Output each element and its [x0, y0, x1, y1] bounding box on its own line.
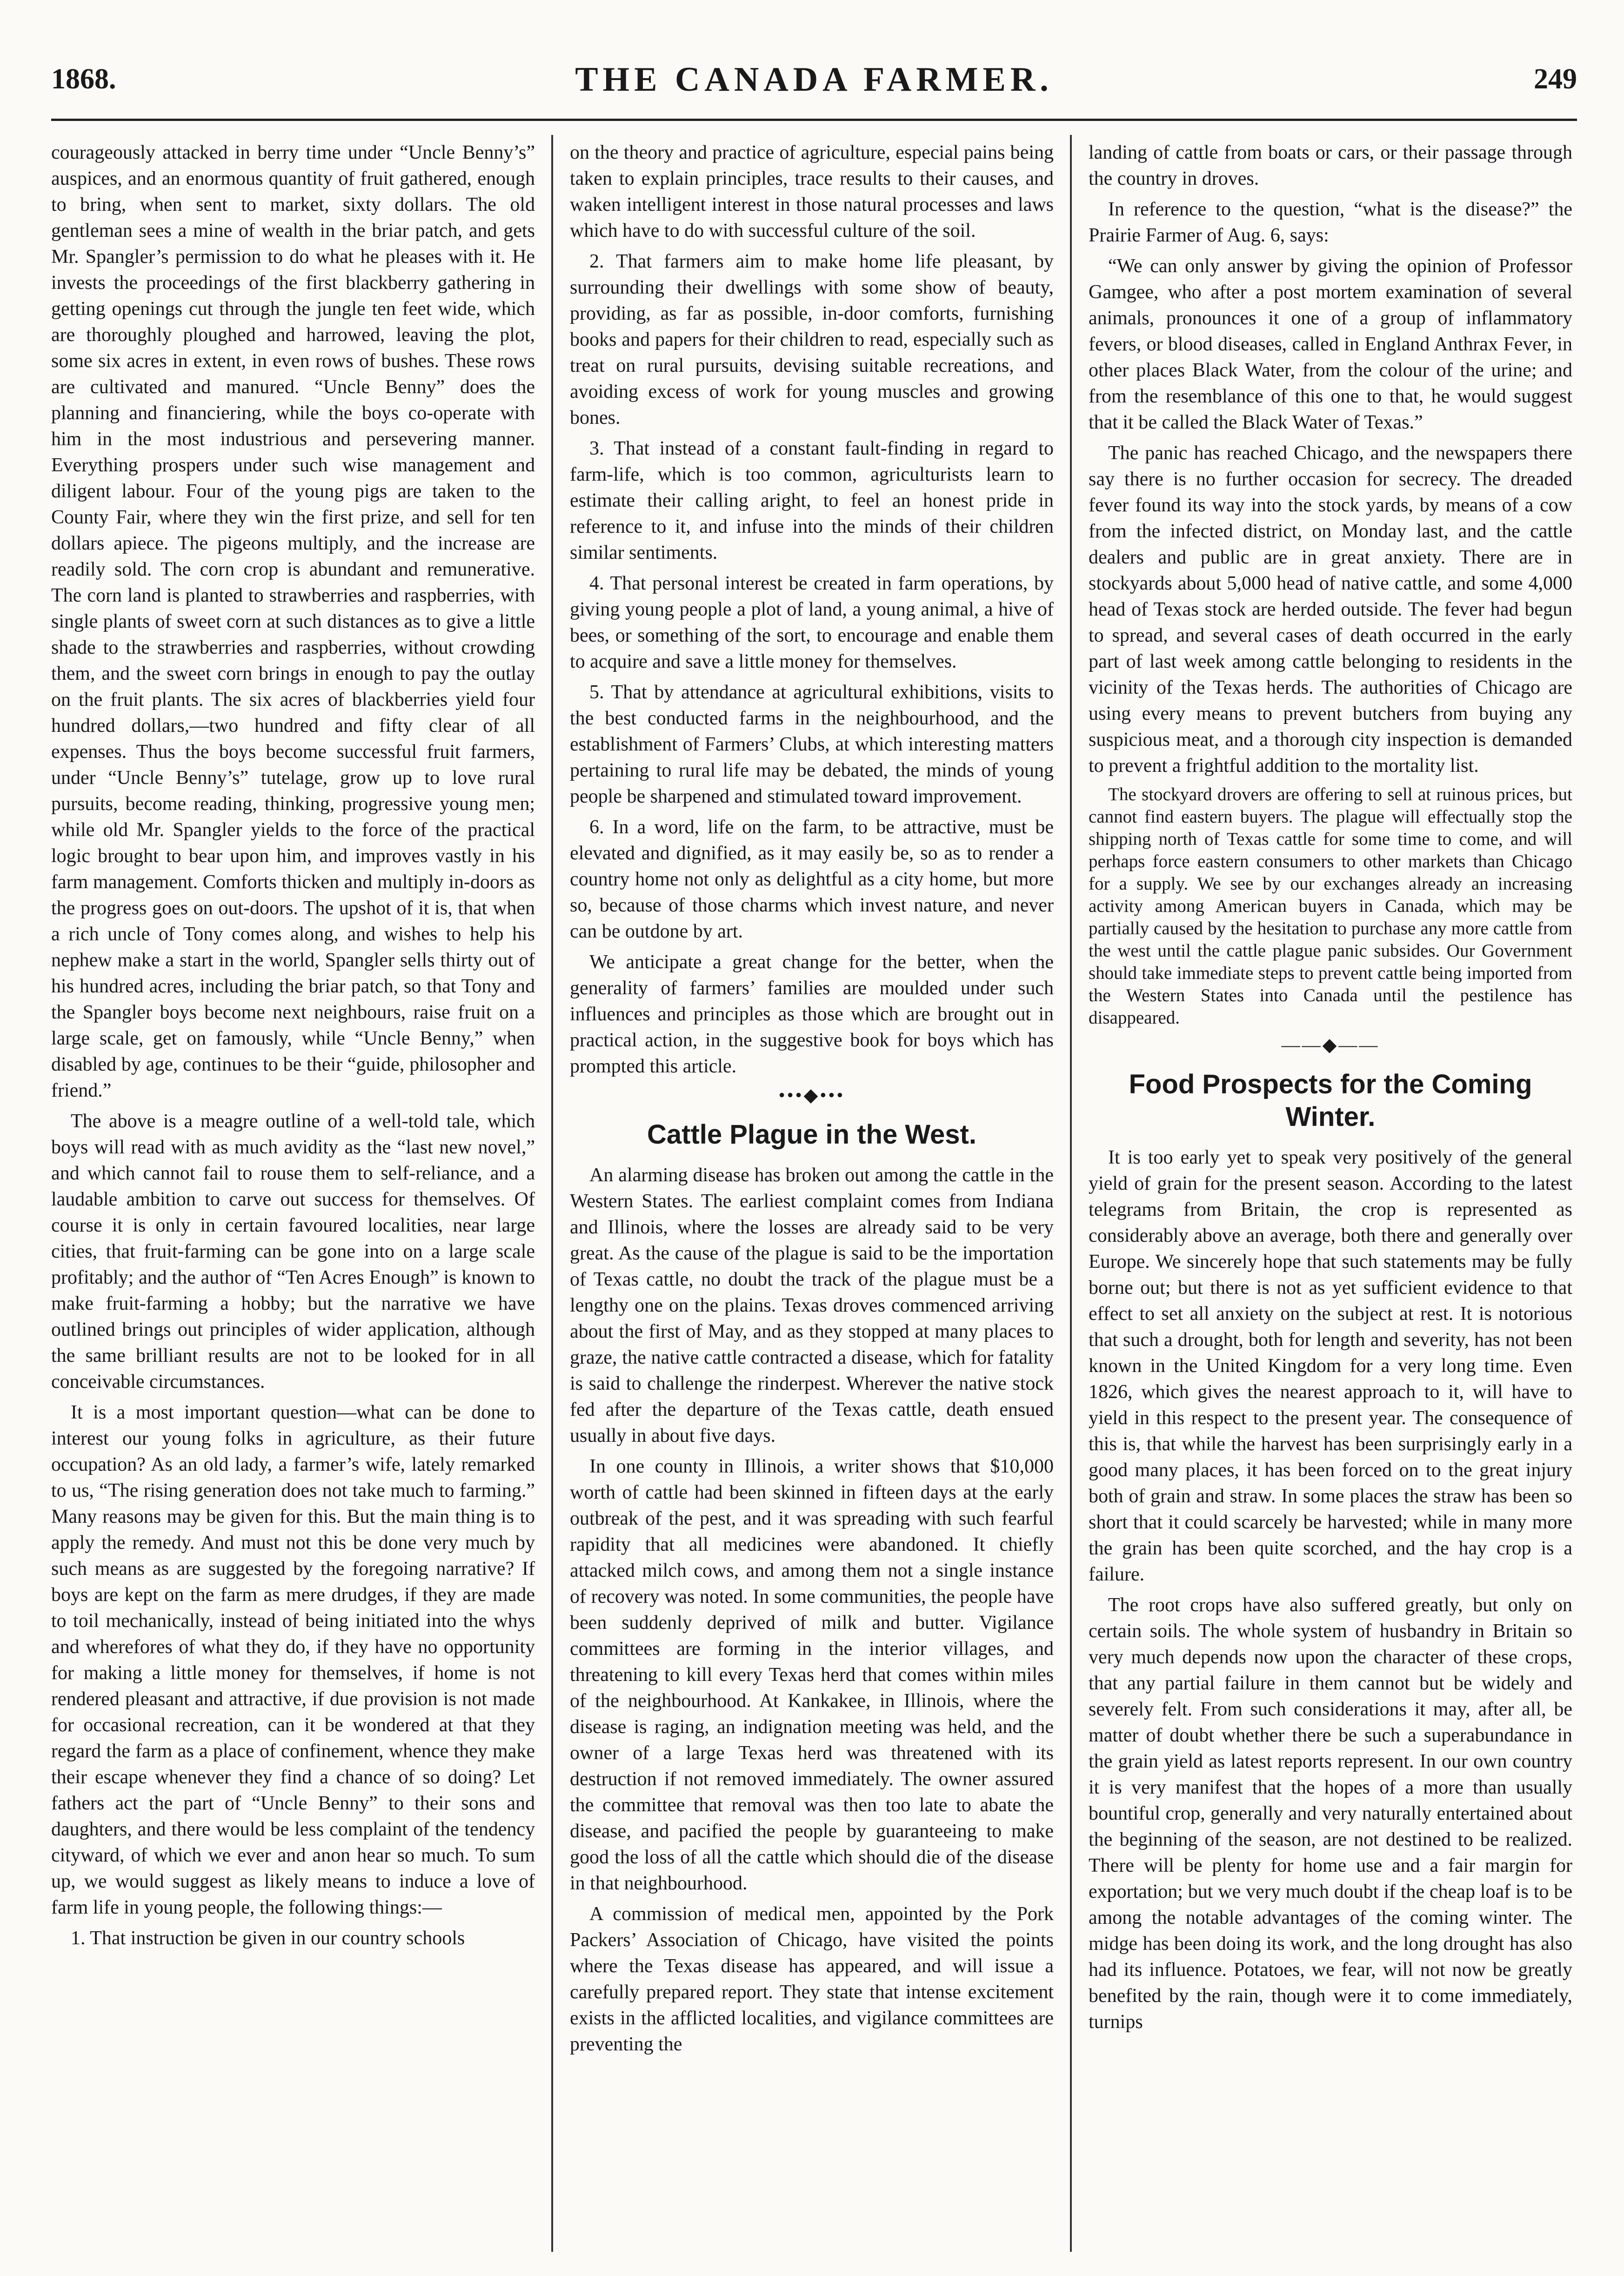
paragraph: 5. That by attendance at agricultural exhibitions, visits to the best conducted farms in the neighbourhood, and the establishment of Farmers’ Clubs, at which interesting matters pertaining to rural life may be debated, the minds of young people be sharpened and stimulated toward improvement. — [570, 682, 1054, 807]
article-heading-food-prospects: Food Prospects for the Coming Winter. — [1129, 1069, 1532, 1132]
masthead — [51, 60, 1577, 121]
paragraph: 6. In a word, life on the farm, to be attractive, must be elevated and dignified, as it may easily be, so as to render a country home not only as delightful as a city home, but more so, because of those charms which invest nature, and never can be outdone by art. — [570, 817, 1054, 942]
issue-year: 1868. — [51, 63, 116, 95]
column-3 — [1089, 140, 1572, 2243]
paragraph: landing of cattle from boats or cars, or their passage through the country in droves. — [1089, 142, 1572, 189]
paragraph: An alarming disease has broken out among the cattle in the Western States. The earliest complaint comes from Indiana and Illinois, where the losses are already said to be very great. As the cause of the plague is said to be the importation of Texas cattle, no doubt the track of the plague must be a lengthy one on the plains. Texas droves commenced arriving about the first of May, and as they stopped at many places to graze, the native cattle contracted a disease, which for fatality is said to challenge the rinderpest. Wherever the native stock fed after the departure of the Texas cattle, death ensued usually in about five days. — [570, 1165, 1054, 1446]
paragraph: It is a most important question—what can be done to interest our young folks in agriculture, as their future occupation? As an old lady, a farmer’s wife, lately remarked to us, “The rising generation does not take much to farming.” Many reasons may be given for this. But the main thing is to apply the remedy. And must not this be done very much by such means as are suggested by the foregoing narrative? If boys are kept on the farm as mere drudges, if they are made to toil mechanically, instead of being initiated into the whys and wherefores of what they do, if they have no opportunity for making a little money for themselves, if home is not rendered pleasant and attractive, if due provision is not made for occasional recreation, can it be wondered at that they regard the farm as a place of confinement, whence they make their escape whenever they find a chance of so doing? Let fathers act the part of “Uncle Benny” to their sons and daughters, and there would be less complaint of the tendency cityward, of which we ever and anon hear so much. To sum up, we would suggest as likely means to induce a love of farm life in young people, the following things:— — [51, 1402, 535, 1918]
publication-title: THE CANADA FARMER. — [575, 60, 1053, 99]
quoted-paragraph: “We can only answer by giving the opinion of Professor Gamgee, who after a post mortem examination of several animals, pronounces it one of a group of inflammatory fevers, or blood diseases, called in England Anthrax Fever, in other places Black Water, from the colour of the urine; and from the resemblance of this one to that, he would suggest that it be called the Black Water of Texas.” — [1089, 255, 1572, 433]
paragraph: In reference to the question, “what is the disease?” the Prairie Farmer of Aug. 6, says: — [1089, 199, 1572, 246]
column-rule-right — [1070, 135, 1072, 2252]
paragraph: A commission of medical men, appointed by the Pork Packers’ Association of Chicago, have visited the points where the Texas disease has appeared, and will issue a carefully prepared report. They state that intense excitement exists in the afflicted localities, and vigilance committees are preventing the — [570, 1903, 1054, 2055]
paragraph: on the theory and practice of agriculture, especial pains being taken to explain principles, trace results to their causes, and waken intelligent interest in those natural processes and laws which have to do with successful culture of the soil. — [570, 142, 1054, 241]
article-heading-cattle-plague: Cattle Plague in the West. — [647, 1119, 976, 1150]
paragraph: The root crops have also suffered greatly, but only on certain soils. The whole system of husbandry in Britain so very much depends now upon the character of these crops, that any partial failure in them cannot but be widely and severely felt. From such considerations it may, after all, be matter of doubt whether there be such a superabundance in the grain yield as latest reports represent. In our own country it is very manifest that the hopes of a more than usually bountiful crop, generally and very naturally entertained about the beginning of the season, are not destined to be realized. There will be plenty for home use and a fair margin for exportation; but we very much doubt if the cheap loaf is to be among the notable advantages of the coming winter. The midge has been doing its work, and the long drought has also had its influence. Potatoes, we fear, will not now be greatly benefited by the rain, though were it to come immediately, turnips — [1089, 1594, 1572, 2033]
column-2 — [570, 140, 1054, 2243]
paragraph: The panic has reached Chicago, and the newspapers there say there is no further occasion for secrecy. The dreaded fever found its way into the stock yards, by means of a cow from the infected district, on Monday last, and the cattle dealers and public are in great anxiety. There are in stockyards about 5,000 head of native cattle, and some 4,000 head of Texas stock are herded outside. The fever had begun to spread, and several cases of death occurred in the early part of last week among cattle belonging to residents in the vicinity of the Texas herds. The authorities of Chicago are using every means to prevent butchers from buying any suspicious meat, and a thorough city inspection is demanded to prevent a frightful addition to the mortality list. — [1089, 442, 1572, 777]
section-divider: •••◆••• — [778, 1084, 845, 1105]
paragraph: We anticipate a great change for the better, when the generality of farmers’ families are moulded under such influences and principles as those which are brought out in practical action, in the suggestive book for boys which has prompted this article. — [570, 951, 1054, 1077]
paragraph: courageously attacked in berry time under “Uncle Benny’s” auspices, and an enormous quantity of fruit gathered, enough to bring, when sent to market, sixty dollars. The old gentleman sees a mine of wealth in the briar patch, and gets Mr. Spangler’s permission to do what he pleases with it. He invests the proceedings of the first blackberry gathering in getting openings cut through the jungle ten feet wide, which are thoroughly ploughed and harrowed, leaving the plot, some six acres in extent, in even rows of bushes. These rows are cultivated and manured. “Uncle Benny” does the planning and financiering, while the boys co-operate with him in the most industrious and persevering manner. Everything prospers under such wise management and diligent labour. Four of the young pigs are taken to the County Fair, where they win the first prize, and sell for ten dollars apiece. The pigeons multiply, and the increase are readily sold. The corn crop is abundant and remunerative. The corn land is planted to strawberries and raspberries, with single plants of sweet corn at such distances as to give a little shade to the strawberries and raspberries, without crowding them, and the sweet corn brings in enough to pay the outlay on the fruit plants. The six acres of blackberries yield four hundred dollars,—two hundred and fifty clear of all expenses. Thus the boys become successful fruit farmers, under “Uncle Benny’s” tutelage, grow up to love rural pursuits, become reading, thinking, progressive young men; while old Mr. Spangler yields to the force of the practical logic brought to bear upon him, and improves vastly in his farm management. Comforts thicken and multiply in-doors as the progress goes on out-doors. The upshot of it is, that when a rich uncle of Tony comes along, and wishes to help his nephew make a start in the world, Spangler sells thirty out of his hundred acres, including the briar patch, so that Tony and the Spangler boys become next neighbours, raise fruit on a large scale, get on famously, while “Uncle Benny,” when disabled by age, continues to be their “guide, philosopher and friend.” — [51, 142, 535, 1101]
page-number: 249 — [1534, 63, 1577, 95]
paragraph: 1. That instruction be given in our country schools — [71, 1928, 465, 1949]
paragraph: 3. That instead of a constant fault-finding in regard to farm-life, which is too common, agriculturists learn to estimate their calling aright, to feel an honest pride in reference to it, and infuse into the minds of their children similar sentiments. — [570, 438, 1054, 563]
column-1 — [51, 140, 535, 2243]
paragraph: In one county in Illinois, a writer shows that $10,000 worth of cattle had been skinned in fifteen days at the early outbreak of the pest, and it was spreading with such fearful rapidity that all medicines were abandoned. It chiefly attacked milch cows, and among them not a single instance of recovery was noted. In some communities, the people have been suddenly deprived of milk and butter. Vigilance committees are forming in the interior villages, and threatening to kill every Texas herd that comes within miles of the neighbourhood. At Kankakee, in Illinois, where the disease is raging, an indignation meeting was held, and the owner of a large Texas herd was threatened with its destruction if not removed immediately. The owner assured the committee that removal was then too late to abate the disease, and pacified the people by guaranteeing to make good the loss of all the cattle which should die of the disease in that neighbourhood. — [570, 1456, 1054, 1894]
paragraph: 4. That personal interest be created in farm operations, by giving young people a plot of land, a young animal, a hive of bees, or something of the sort, to encourage and enable them to acquire and save a little money for themselves. — [570, 573, 1054, 672]
paragraph: It is too early yet to speak very positively of the general yield of grain for the present season. According to the latest telegrams from Britain, the crop is represented as considerably above an average, both there and generally over Europe. We sincerely hope that such statements may be fully borne out; but there is not as yet sufficient evidence to that effect to set all anxiety on the subject at rest. It is notorious that such a drought, both for length and severity, has not been known in the United Kingdom for a very long time. Even 1826, which gives the nearest approach to it, will have to yield in this respect to the present year. The consequence of this is, that while the harvest has been surprisingly early in a good many places, it has been forced on to the great injury both of grain and straw. In some places the straw has been so short that it could scarcely be harvested; while in many more the grain has been quite scorched, and the hay crop is a failure. — [1089, 1147, 1572, 1585]
paragraph: 2. That farmers aim to make home life pleasant, by surrounding their dwellings with some show of beauty, providing, as far as possible, in-door comforts, furnishing books and papers for their children to read, especially such as treat on rural pursuits, devising suitable recreations, and avoiding excess of work for young muscles and growing bones. — [570, 251, 1054, 428]
paragraph: The above is a meagre outline of a well-told tale, which boys will read with as much avidity as the “last new novel,” and which cannot fail to rouse them to self-reliance, and a laudable ambition to carve out success for themselves. Of course it is only in certain favoured localities, near large cities, that fruit-farming can be gone into on a large scale profitably; and the author of “Ten Acres Enough” is known to make fruit-farming a hobby; but the narrative we have outlined brings out principles of wider application, although the same brilliant results are not to be looked for in all conceivable circumstances. — [51, 1111, 535, 1392]
column-rule-left — [551, 135, 553, 2252]
small-type-paragraph: The stockyard drovers are offering to sell at ruinous prices, but cannot find eastern buyers. The plague will effectually stop the shipping north of Texas cattle for some time to come, and will perhaps force eastern consumers to other markets than Chicago for a supply. We see by our exchanges already an increasing activity among American buyers in Canada, which may be partially caused by the hesitation to purchase any more cattle from the west until the cattle plague panic subsides. Our Government should take immediate steps to prevent cattle being imported from the Western States into Canada until the pestilence has disappeared. — [1089, 784, 1572, 1028]
section-divider: ——◆—— — [1281, 1034, 1380, 1055]
